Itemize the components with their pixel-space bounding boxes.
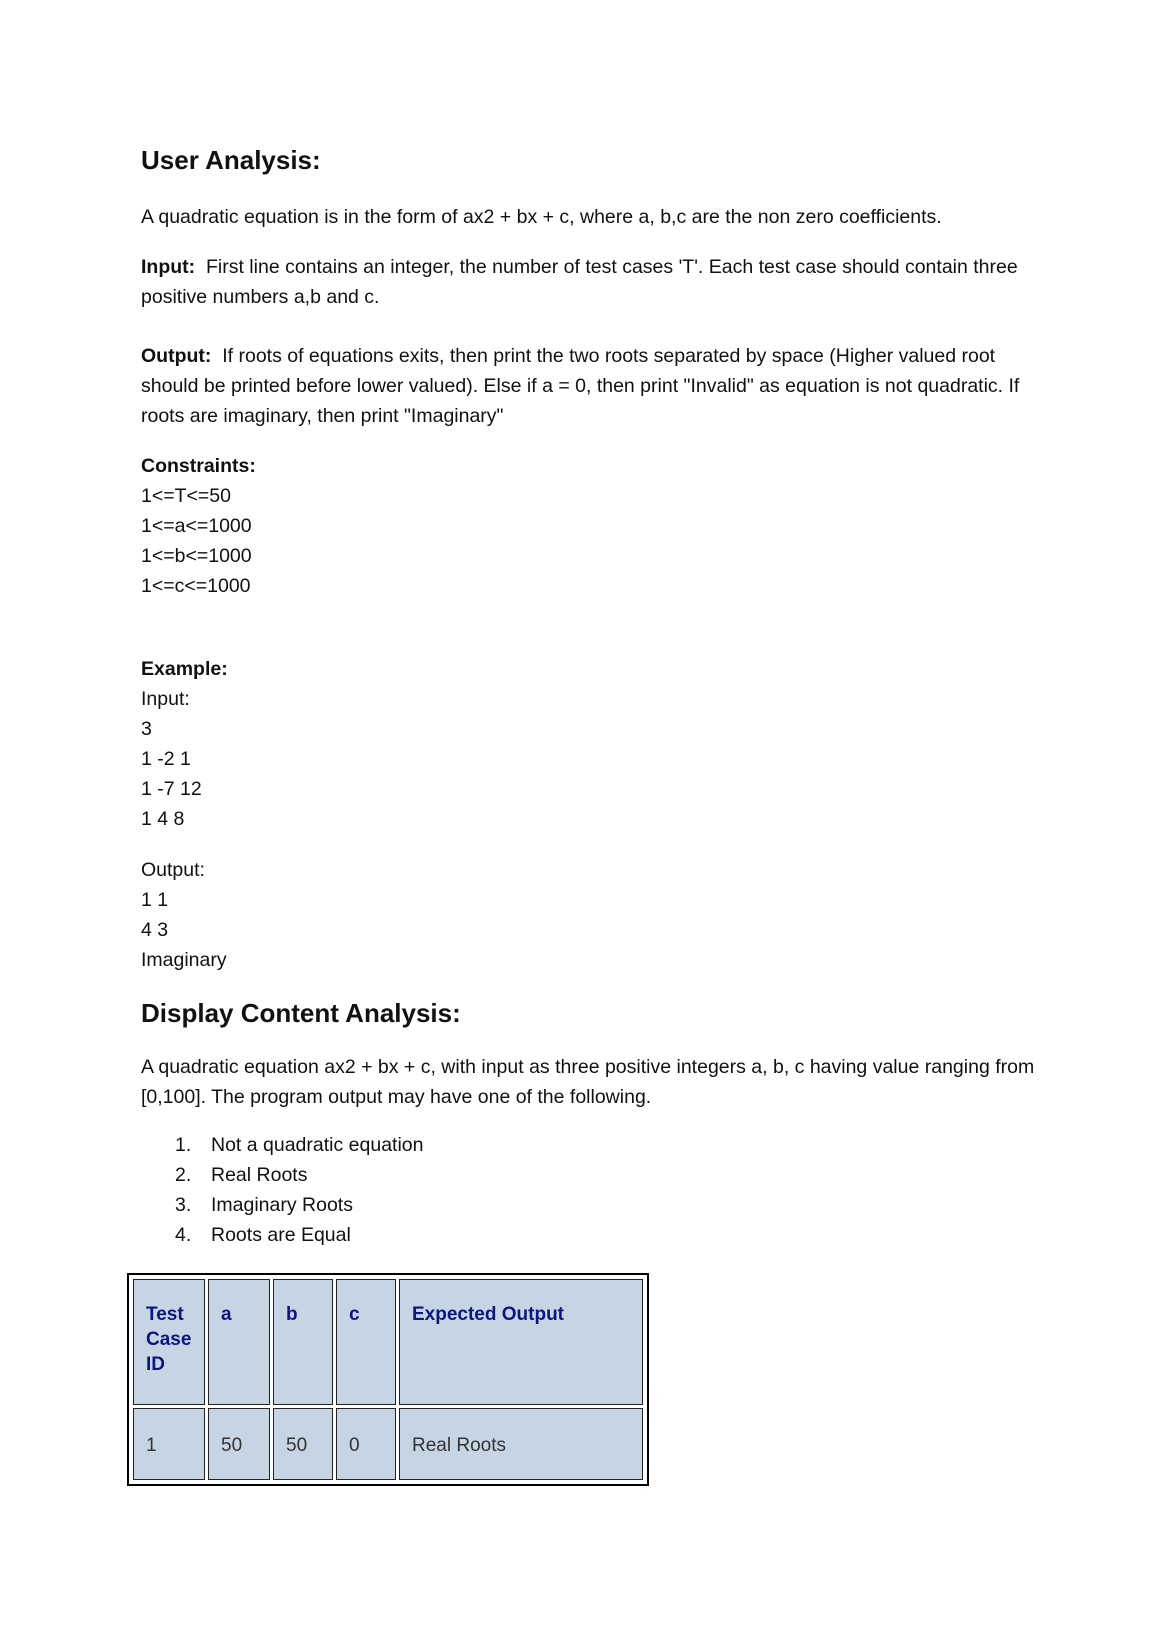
constraints-label: Constraints: — [141, 455, 256, 477]
cell-test-case-id: 1 — [133, 1408, 205, 1480]
example-output-line: 4 3 — [141, 919, 169, 941]
input-label: Input: — [141, 256, 196, 278]
cell-b: 50 — [273, 1408, 333, 1480]
table-header-row — [133, 1279, 643, 1405]
list-item-text: Real Roots — [211, 1164, 308, 1186]
list-item-text: Imaginary Roots — [211, 1194, 353, 1216]
input-paragraph — [141, 252, 1041, 312]
list-item — [175, 1160, 423, 1190]
output-types-list — [175, 1130, 423, 1250]
example-input-line: 1 -7 12 — [141, 778, 202, 800]
example-input-line: 1 -2 1 — [141, 748, 191, 770]
table-row — [133, 1408, 643, 1480]
example-label: Example: — [141, 658, 228, 680]
example-output-line: Imaginary — [141, 949, 227, 971]
constraint-line: 1<=c<=1000 — [141, 575, 251, 597]
input-text: First line contains an integer, the number of test cases 'T'. Each test case should contain three positive numbers a,b and c. — [141, 256, 1018, 308]
example-output-block — [141, 855, 227, 975]
example-block — [141, 654, 228, 834]
list-item-text: Roots are Equal — [211, 1224, 351, 1246]
header-cell-expected-output: Expected Output — [399, 1279, 643, 1405]
list-item-number: 3. — [175, 1194, 192, 1216]
example-output-label: Output: — [141, 859, 205, 881]
output-paragraph — [141, 341, 1041, 431]
header-cell-c: c — [336, 1279, 396, 1405]
constraint-line: 1<=a<=1000 — [141, 515, 252, 537]
output-text: If roots of equations exits, then print the two roots separated by space (Higher valued root should be printed before lower valued). Else if a = 0, then print "Invalid" as equation is not quadratic. If roots are imaginary, then print "Imaginary" — [141, 345, 1020, 427]
output-label: Output: — [141, 345, 212, 367]
list-item-number: 1. — [175, 1134, 192, 1156]
cell-c: 0 — [336, 1408, 396, 1480]
test-case-table — [130, 1276, 646, 1483]
list-item-text: Not a quadratic equation — [211, 1134, 424, 1156]
list-item — [175, 1190, 423, 1220]
display-content-analysis-heading: Display Content Analysis: — [141, 998, 461, 1028]
test-case-table-frame — [127, 1273, 649, 1486]
constraint-line: 1<=T<=50 — [141, 485, 231, 507]
cell-expected-output: Real Roots — [399, 1408, 643, 1480]
user-analysis-heading: User Analysis: — [141, 145, 321, 175]
constraint-line: 1<=b<=1000 — [141, 545, 252, 567]
header-cell-a: a — [208, 1279, 270, 1405]
constraints-block — [141, 451, 256, 601]
cell-a: 50 — [208, 1408, 270, 1480]
header-cell-test-case-id: Test Case ID — [133, 1279, 205, 1405]
example-input-label: Input: — [141, 688, 190, 710]
header-cell-b: b — [273, 1279, 333, 1405]
example-input-line: 1 4 8 — [141, 808, 185, 830]
list-item — [175, 1130, 423, 1160]
example-output-line: 1 1 — [141, 889, 169, 911]
list-item-number: 4. — [175, 1224, 192, 1246]
display-paragraph: A quadratic equation ax2 + bx + c, with input as three positive integers a, b, c having value ranging from [0,100]. The program output may have one of the following. — [141, 1056, 1035, 1108]
intro-paragraph: A quadratic equation is in the form of ax2 + bx + c, where a, b,c are the non zero coefficients. — [141, 206, 942, 228]
example-input-line: 3 — [141, 718, 152, 740]
list-item-number: 2. — [175, 1164, 192, 1186]
list-item — [175, 1220, 423, 1250]
